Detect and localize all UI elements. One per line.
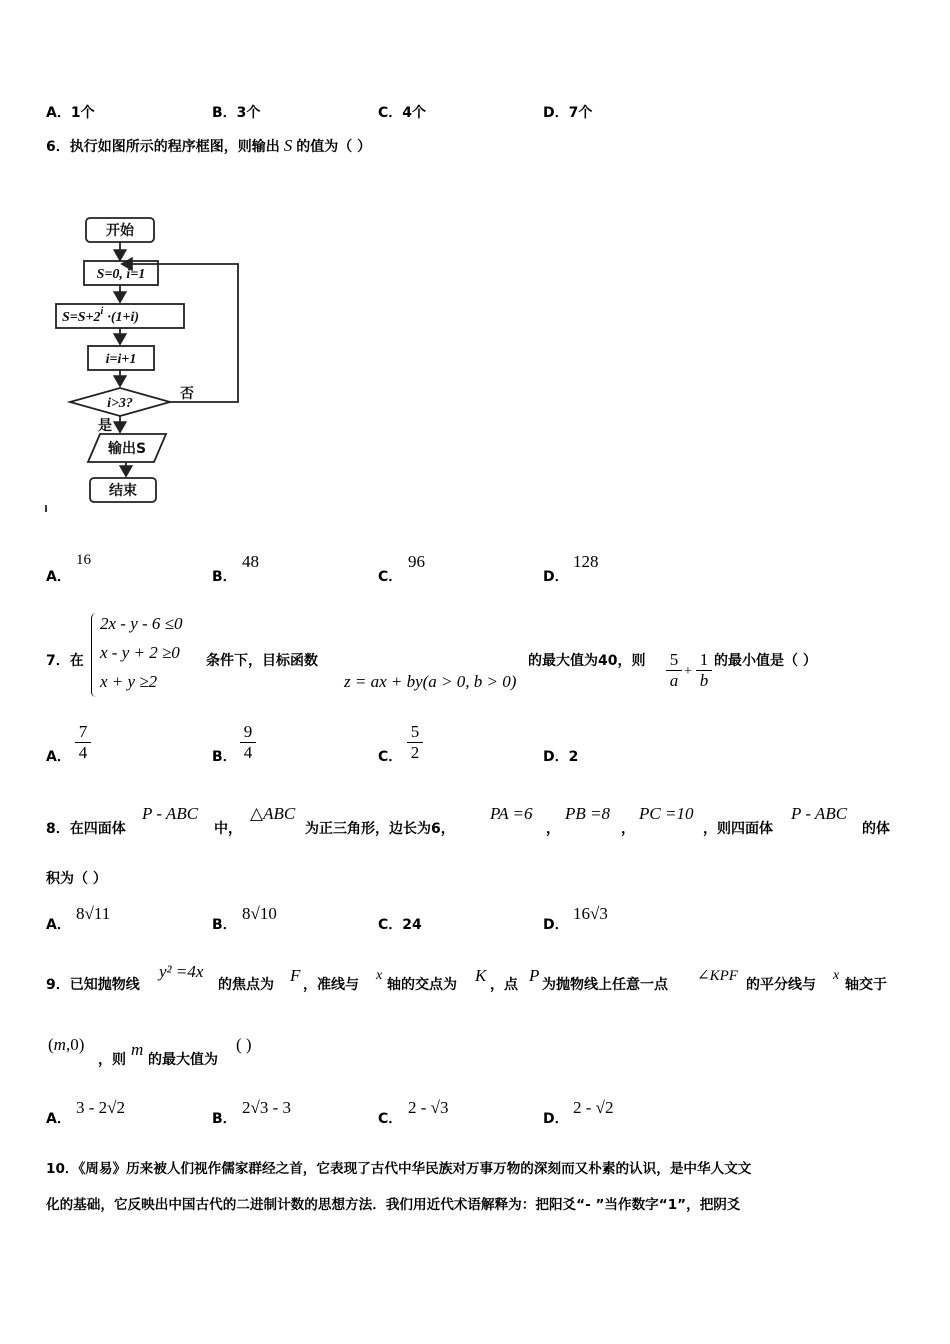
q8-option-a-value: 8√11 [76, 904, 111, 923]
q9-P: P [529, 966, 540, 985]
q7-option-b-fraction: 9 4 [240, 722, 256, 763]
q8-line-2: 积为（ ） [46, 871, 107, 887]
q9-m: m [131, 1040, 144, 1059]
q6-option-d-value: 128 [573, 552, 599, 571]
q8-text-5: 的体 [862, 821, 890, 837]
flowchart [42, 210, 252, 520]
q6-option-a-label: A． [46, 569, 71, 585]
q9-angle-KPF: ∠KPF [697, 968, 738, 984]
q7-brace [91, 613, 96, 697]
q7-option-d: D．2 [543, 749, 579, 765]
flow-init-text: S=0, i=1 [96, 267, 146, 282]
q6-option-a-value: 16 [76, 552, 91, 568]
q9-option-d-value: 2 - √2 [573, 1098, 614, 1117]
q9-option-c-label: C． [378, 1111, 403, 1127]
q9-x-2: x [833, 968, 840, 983]
q6-option-c-value: 96 [408, 552, 425, 571]
q8-option-c: C．24 [378, 917, 422, 933]
q9-K: K [475, 966, 487, 985]
q8-text-2: 中， [214, 821, 242, 837]
q8-text-1: 8．在四面体 [46, 821, 126, 837]
q8-option-d-value: 16√3 [573, 904, 608, 923]
q7-fraction-5-over-a: 5 a [666, 650, 682, 691]
q7-constraint-2: x - y + 2 ≥0 [100, 643, 180, 662]
q10-line-1: 10．《周易》历来被人们视作儒家群经之首，它表现了古代中华民族对万事万物的深刻而又朴素的认识，是中华人文文 [46, 1161, 752, 1177]
q9-text-6: 为抛物线上任意一点 [542, 977, 668, 993]
q9-option-a-value: 3 - 2√2 [76, 1098, 125, 1117]
q7-option-c-label: C． [378, 749, 403, 765]
q10-line-2: 化的基础，它反映出中国古代的二进制计数的思想方法．我们用近代术语解释为：把阳爻“- ”当作数字“1”，把阴爻 [46, 1197, 741, 1213]
flow-start-text: 开始 [106, 223, 134, 239]
q8-option-b-value: 8√10 [242, 904, 277, 923]
flow-incr-text: i=i+1 [105, 352, 137, 367]
q9-x-1: x [376, 968, 383, 983]
q8-math-1: P - ABC [142, 804, 199, 823]
q8-option-b-label: B． [212, 917, 237, 933]
q9-text-3: ，准线与 [303, 977, 359, 993]
q7-constraint-1: 2x - y - 6 ≤0 [100, 614, 183, 633]
q9-option-a-label: A． [46, 1111, 71, 1127]
q8-math-6: P - ABC [791, 804, 848, 823]
q7-option-a-label: A． [46, 749, 71, 765]
q6-option-b-label: B． [212, 569, 237, 585]
q8-math-3: PA =6 [490, 804, 533, 823]
q5-option-a: A．1个 [46, 105, 95, 121]
q8-math-4: PB =8 [565, 804, 610, 823]
q7-prefix: 7．在 [46, 653, 84, 669]
q5-option-c: C．4个 [378, 105, 427, 121]
q7-plus: + [684, 664, 692, 679]
q7-tail-a: 的最大值为40，则 [528, 653, 646, 669]
q9-answer-paren: ( ) [236, 1035, 252, 1054]
q9-text-2: 的焦点为 [218, 977, 274, 993]
q8-option-d-label: D． [543, 917, 569, 933]
q5-option-d: D．7个 [543, 105, 593, 121]
q8-text-4: ，则四面体 [703, 821, 773, 837]
q7-option-c-fraction: 5 2 [407, 722, 423, 763]
q7-fraction-1-over-b: 1 b [696, 650, 712, 691]
q9-option-b-value: 2√3 - 3 [242, 1098, 291, 1117]
flow-update-text: $S=S+2^i \cdot(1+i)$ [62, 306, 140, 325]
q9-option-b-label: B． [212, 1111, 237, 1127]
q6-stem: 6．执行如图所示的程序框图，则输出 S 的值为（ ） [46, 136, 372, 155]
q9-text-8: 轴交于 [845, 977, 887, 993]
q9-F: F [290, 966, 301, 985]
q7-objective-function: z = ax + by(a > 0, b > 0) [344, 672, 517, 691]
q8-math-2: △ABC [250, 804, 296, 823]
q5-option-b: B．3个 [212, 105, 261, 121]
q9-option-d-label: D． [543, 1111, 569, 1127]
q6-option-d-label: D． [543, 569, 569, 585]
q8-comma-2: ， [621, 821, 635, 837]
flow-cond-text: i>3? [107, 396, 133, 411]
q6-option-c-label: C． [378, 569, 403, 585]
q7-constraint-3: x + y ≥2 [100, 672, 158, 691]
q7-option-a-fraction: 7 4 [75, 722, 91, 763]
q9-parabola-eq: y² =4x [159, 962, 204, 981]
flow-end-text: 结束 [109, 483, 137, 499]
flow-no-label: 否 [180, 386, 194, 402]
q9-option-c-value: 2 - √3 [408, 1098, 449, 1117]
q8-math-5: PC =10 [639, 804, 694, 823]
q7-option-b-label: B． [212, 749, 237, 765]
flow-output-text: 输出S [107, 441, 147, 457]
q8-text-3: 为正三角形，边长为6， [305, 821, 455, 837]
q9-text-1: 9．已知抛物线 [46, 977, 140, 993]
q9-text-7: 的平分线与 [746, 977, 816, 993]
q7-mid: 条件下，目标函数 [206, 653, 318, 669]
q7-tail-b: 的最小值是（ ） [714, 653, 817, 669]
q9-text-10: 的最大值为 [148, 1052, 218, 1068]
q9-text-9: ，则 [98, 1052, 126, 1068]
q8-comma-1: ， [546, 821, 560, 837]
flow-yes-label: 是 [98, 418, 112, 434]
q8-option-a-label: A． [46, 917, 71, 933]
q9-text-4: 轴的交点为 [387, 977, 457, 993]
q9-text-5: ，点 [490, 977, 518, 993]
q6-option-b-value: 48 [242, 552, 259, 571]
q9-point: (m,0) [48, 1035, 85, 1054]
